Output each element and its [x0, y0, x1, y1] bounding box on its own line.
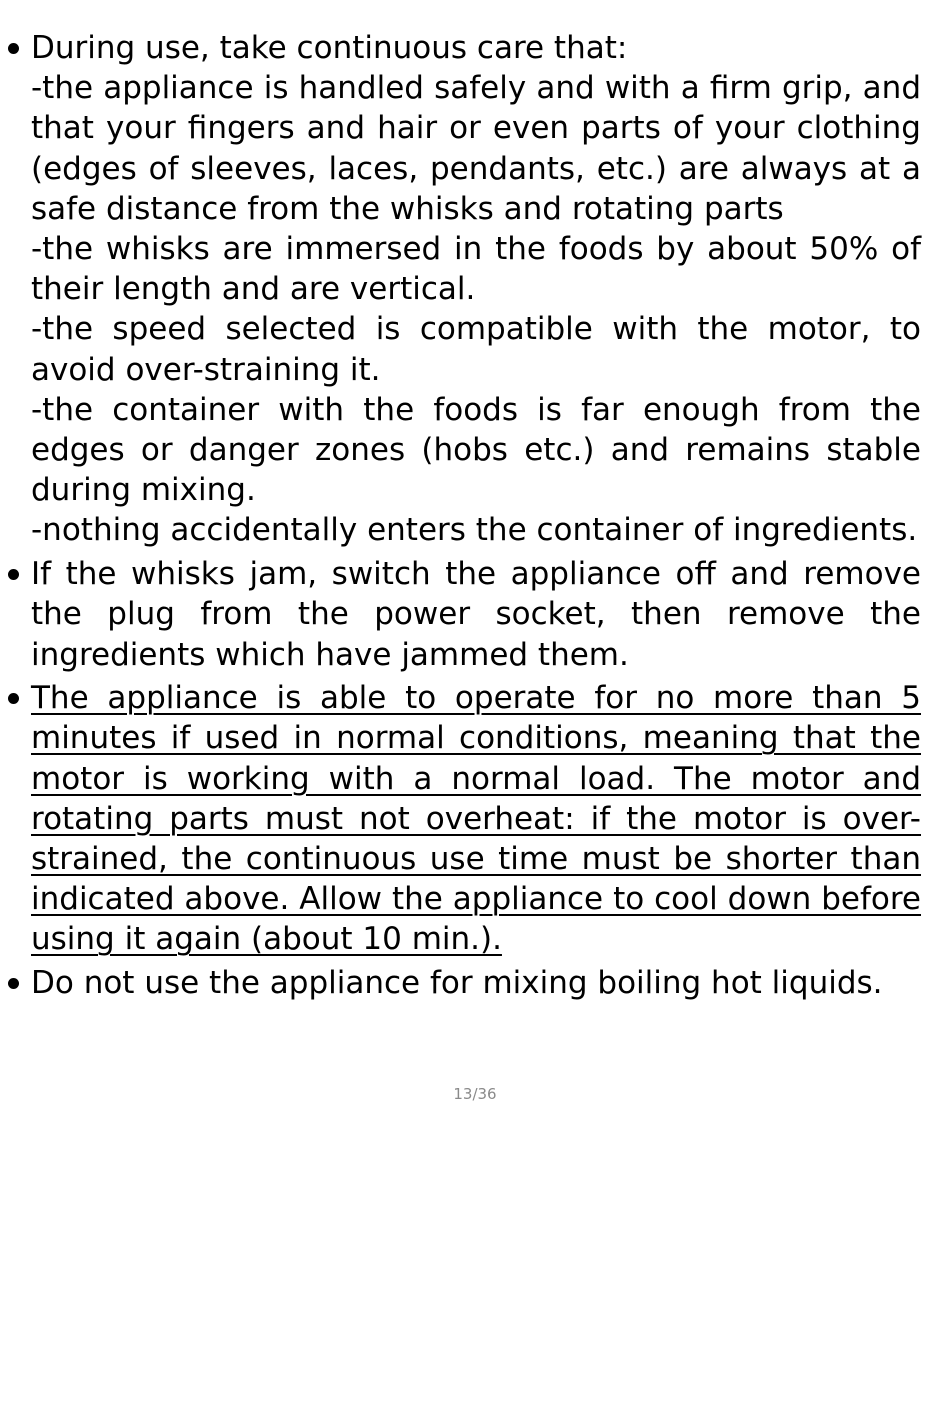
bullet-icon	[8, 693, 19, 704]
usage-care-item-nothing-enters: -nothing accidentally enters the container of ingredients.	[31, 512, 918, 549]
page-number: 13/36	[453, 1085, 497, 1103]
document-page	[0, 28, 950, 1007]
usage-care-intro: During use, take continuous care that:	[31, 30, 628, 66]
safety-instructions-list	[0, 28, 950, 1003]
bullet-icon	[8, 569, 19, 580]
bullet-icon	[8, 43, 19, 54]
usage-care-item-container: -the container with the foods is far enough from the edges or danger zones (hobs etc.) and remains stable during mixing.	[31, 391, 921, 509]
usage-care-item-speed: -the speed selected is compatible with the motor, to avoid over-straining it.	[31, 311, 921, 388]
list-item-operating-time	[0, 678, 950, 959]
bullet-icon	[8, 978, 19, 989]
list-item-usage-care	[0, 28, 950, 551]
list-item-hot-liquids	[0, 963, 950, 1003]
list-item-whisks-jam	[0, 554, 950, 675]
usage-care-item-whisks-immersed: -the whisks are immersed in the foods by about 50% of their length and are vertical.	[31, 231, 921, 308]
hot-liquids-text: Do not use the appliance for mixing boiling hot liquids.	[31, 965, 883, 1002]
operating-time-text: The appliance is able to operate for no more than 5 minutes if used in normal conditions, meaning that the motor is working with a normal load. The motor and rotating parts must not overheat: if the motor is over-strained, the continuous use time must be shorter than indicated above. Allow the appliance to cool down before using it again (about 10 min.).	[31, 680, 921, 958]
whisks-jam-text: If the whisks jam, switch the appliance off and remove the plug from the power socket, then remove the ingredients which have jammed them.	[31, 556, 921, 673]
usage-care-item-grip: -the appliance is handled safely and with a firm grip, and that your fingers and hair or even parts of your clothing (edges of sleeves, laces, pendants, etc.) are always at a safe distance from the whisks and rotating parts	[31, 70, 921, 227]
